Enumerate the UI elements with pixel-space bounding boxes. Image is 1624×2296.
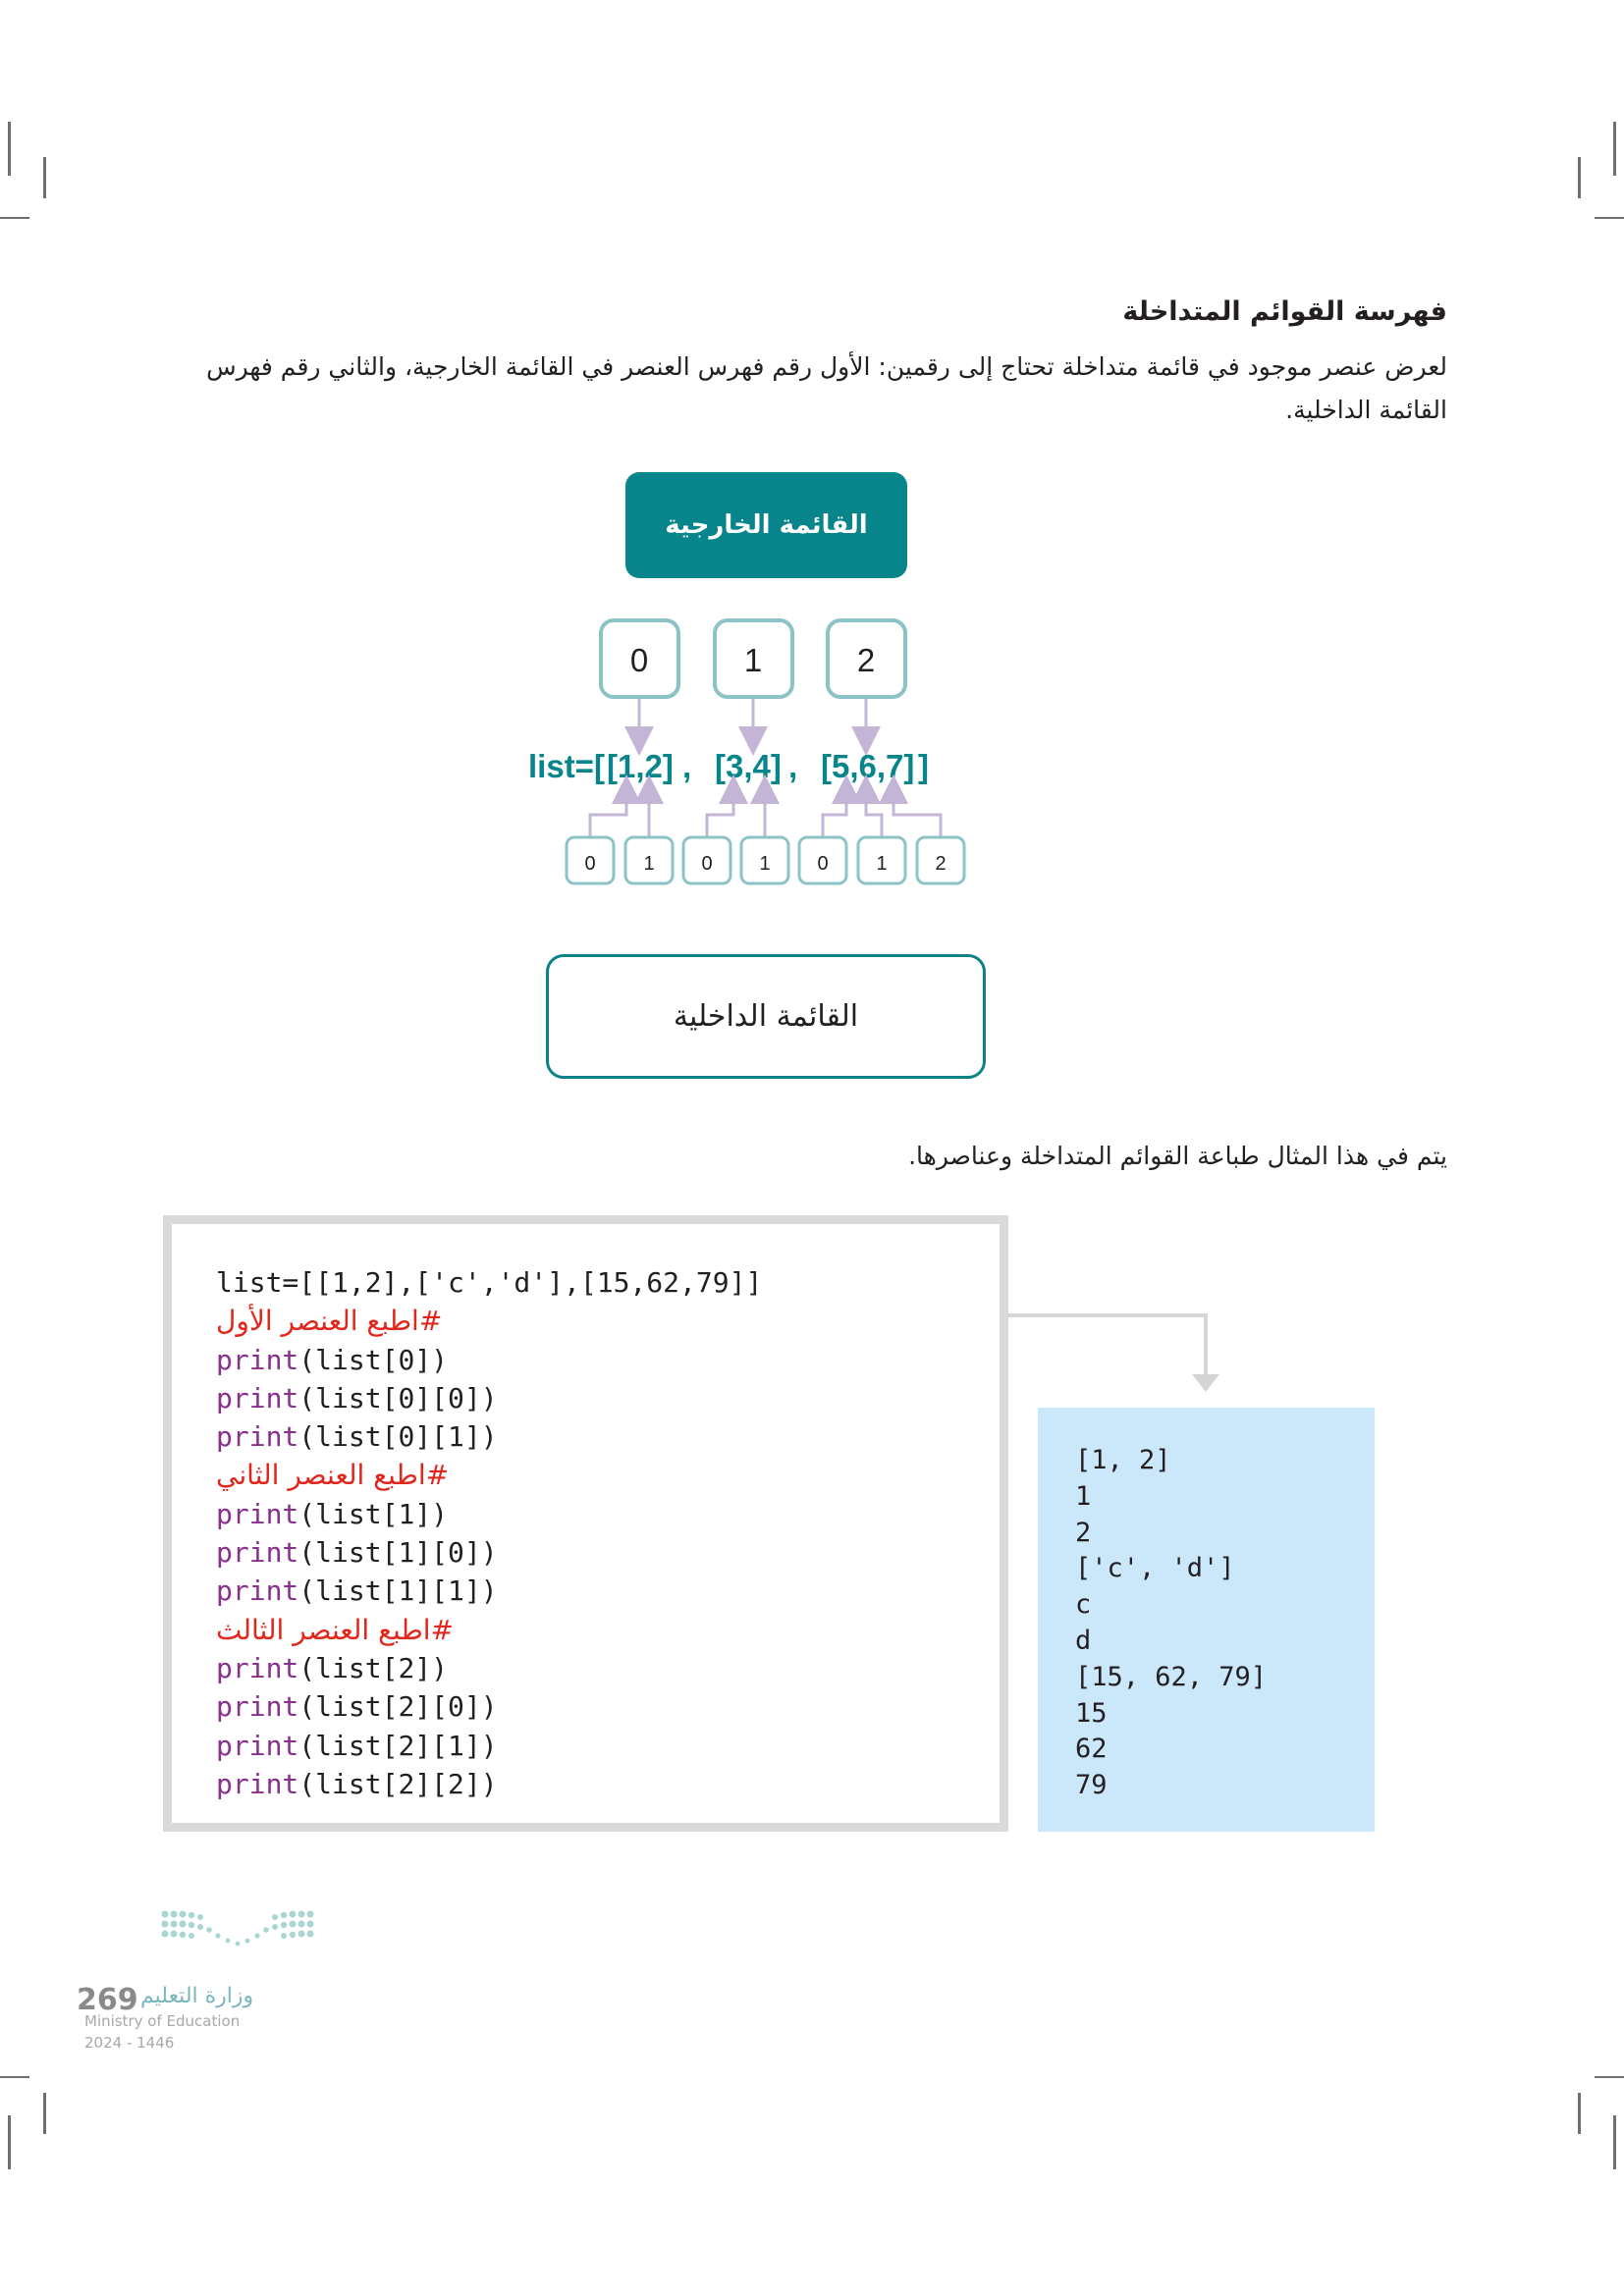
crop-mark — [1595, 2076, 1624, 2078]
code-text: (list[1][1]) — [298, 1575, 498, 1608]
output-panel — [1038, 1408, 1375, 1832]
crop-mark — [1613, 2115, 1616, 2169]
inner-index-label: 0 — [584, 853, 596, 875]
code-line — [216, 1572, 762, 1610]
outer-index-label: 0 — [629, 642, 649, 678]
outer-index-label: 2 — [856, 642, 876, 678]
inner-list-0: [1,2] — [607, 748, 674, 784]
output-line: ['c', 'd'] — [1075, 1553, 1235, 1584]
code-comment: #اطبع العنصر الثالث — [216, 1613, 454, 1646]
list-separator: , — [788, 748, 798, 784]
code-comment: #اطبع العنصر الأول — [216, 1305, 443, 1338]
ministry-year: 2024 - 1446 — [84, 2034, 175, 2052]
code-text: (list[2]) — [298, 1651, 449, 1684]
code-line — [216, 1687, 762, 1726]
code-line — [216, 1727, 762, 1765]
print-keyword: print — [216, 1690, 299, 1724]
code-text: (list[0][1]) — [298, 1420, 498, 1454]
crop-mark — [43, 2093, 46, 2134]
code-comment: #اطبع العنصر الثاني — [216, 1459, 450, 1492]
inner-list-label-text: القائمة الداخلية — [673, 999, 859, 1034]
code-text: (list[2][2]) — [298, 1767, 498, 1800]
inner-index-label: 1 — [876, 853, 888, 875]
print-keyword: print — [216, 1497, 299, 1530]
code-line — [216, 1533, 762, 1572]
code-line — [216, 1611, 762, 1649]
ministry-name-en: Ministry of Education — [84, 2012, 241, 2030]
output-line: 62 — [1075, 1734, 1108, 1765]
output-lines — [1075, 1443, 1267, 1804]
code-text: (list[2][0]) — [298, 1690, 498, 1724]
inner-list-1: [3,4] — [715, 748, 782, 784]
inner-list-2: [5,6,7] — [821, 748, 915, 784]
output-line: 15 — [1075, 1697, 1108, 1729]
inner-index-label: 0 — [817, 853, 829, 875]
example-intro: يتم في هذا المثال طباعة القوائم المتداخلة وعناصرها. — [908, 1142, 1447, 1170]
inner-index-label: 0 — [701, 853, 713, 875]
crop-mark — [8, 2115, 11, 2169]
print-keyword: print — [216, 1575, 299, 1608]
outer-list-label-text: القائمة الخارجية — [665, 510, 868, 540]
code-text: (list[0]) — [298, 1343, 449, 1376]
print-keyword: print — [216, 1651, 299, 1684]
code-text: (list[2][1]) — [298, 1729, 498, 1762]
output-line: [15, 62, 79] — [1075, 1661, 1268, 1692]
list-prefix: list=[ — [528, 748, 605, 784]
print-keyword: print — [216, 1767, 299, 1800]
print-keyword: print — [216, 1420, 299, 1454]
output-line: c — [1075, 1589, 1092, 1621]
code-text: (list[0][0]) — [298, 1381, 498, 1415]
code-text: (list[1][0]) — [298, 1536, 498, 1570]
ministry-logo-icon — [157, 1906, 324, 1965]
inner-index-label: 1 — [759, 853, 771, 875]
intro-paragraph: لعرض عنصر موجود في قائمة متداخلة تحتاج إلى رقمين: الأول رقم فهرس العنصر في القائمة الخارجية، والثاني رقم فهرس القائمة الداخلية. — [206, 352, 1447, 424]
crop-mark — [1578, 2093, 1581, 2134]
output-line: [1, 2] — [1075, 1445, 1171, 1475]
print-keyword: print — [216, 1381, 299, 1415]
print-keyword: print — [216, 1343, 299, 1376]
code-line — [216, 1495, 762, 1533]
list-separator: , — [682, 748, 692, 784]
inner-index-label: 2 — [935, 853, 947, 875]
output-line: 1 — [1075, 1480, 1092, 1512]
page-number: 269 — [77, 1983, 138, 2017]
output-line: 79 — [1075, 1770, 1108, 1801]
code-line — [216, 1649, 762, 1687]
print-keyword: print — [216, 1536, 299, 1570]
section-title: فهرسة القوائم المتداخلة — [1122, 296, 1447, 327]
crop-mark — [0, 2076, 29, 2078]
code-text: list=[[1,2],['c','d'],[15,62,79]] — [216, 1266, 763, 1299]
output-line: 2 — [1075, 1517, 1092, 1548]
outer-index-label: 1 — [743, 642, 763, 678]
output-line: d — [1075, 1625, 1092, 1656]
code-line — [216, 1765, 762, 1803]
code-text: (list[1]) — [298, 1497, 449, 1530]
ministry-name-ar: وزارة التعليم — [140, 1984, 254, 2008]
list-suffix: ] — [918, 748, 929, 784]
inner-index-label: 1 — [643, 853, 655, 875]
print-keyword: print — [216, 1729, 299, 1762]
